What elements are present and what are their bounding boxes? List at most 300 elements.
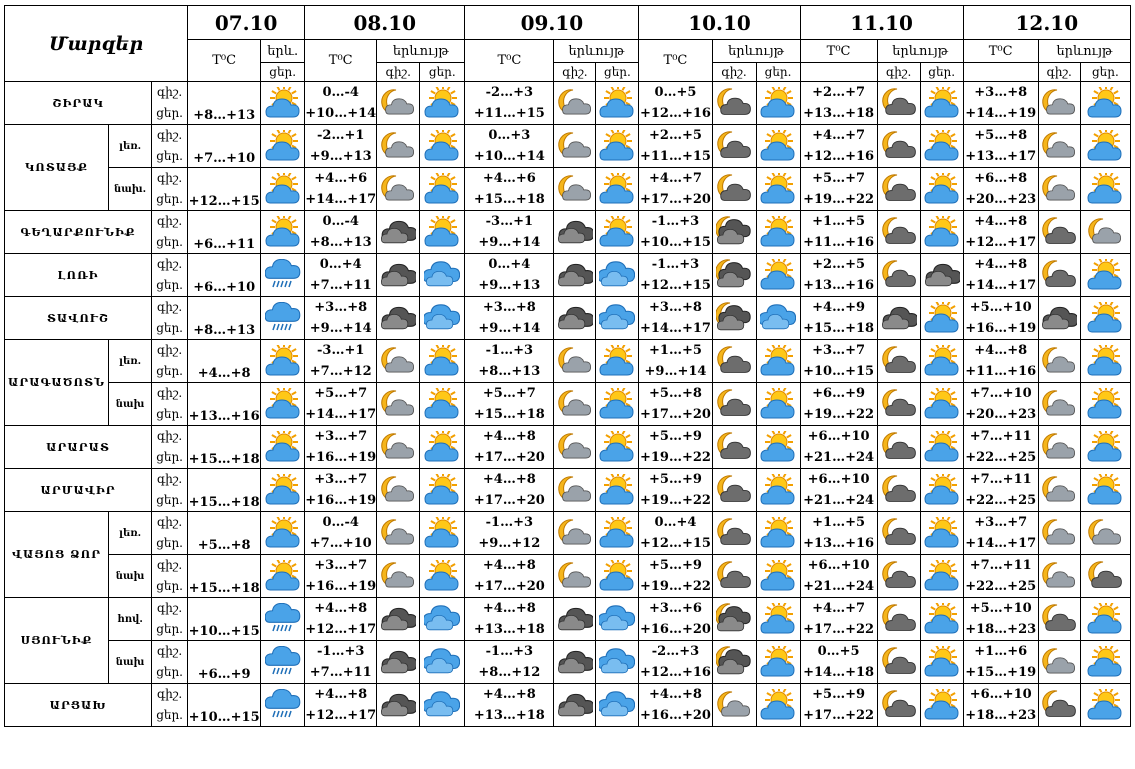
day-temp: +16…+19 — [305, 579, 377, 594]
temp-cell — [305, 383, 377, 426]
moon-dark-cloud-icon — [1038, 211, 1080, 254]
sun-behind-cloud-icon — [420, 555, 465, 598]
day-temp: +14…+17 — [305, 407, 377, 422]
day-temp: +15…+18 — [803, 321, 875, 336]
day-label: ցեր. — [156, 235, 183, 249]
sun-behind-cloud-icon — [920, 383, 963, 426]
moon-dark-cloud-icon — [1038, 254, 1080, 297]
cloud-icon — [596, 684, 639, 727]
day-temp: +19…+22 — [639, 579, 711, 594]
zone-label: հով. — [109, 598, 152, 641]
dark-cloud-icon — [554, 297, 596, 340]
temp-cell — [305, 340, 377, 383]
moon-dark-cloud-icon — [877, 82, 920, 125]
temp-cell — [800, 383, 877, 426]
table-row — [5, 426, 1131, 469]
temp-cell: +5…+8 — [188, 512, 261, 555]
day-temp: +8…+13 — [478, 364, 541, 379]
temp-cell — [800, 211, 877, 254]
dark-cloud-icon — [877, 297, 920, 340]
moon-cloud-icon — [554, 426, 596, 469]
night-temp: -2…+3 — [651, 644, 700, 659]
night-temp: +4…+8 — [482, 601, 536, 616]
sun-behind-cloud-icon — [756, 82, 800, 125]
night-label: գիշ. — [156, 300, 183, 314]
table-row — [5, 383, 1131, 426]
moon-cloud-icon — [377, 168, 420, 211]
day-temp: +17…+20 — [639, 192, 711, 207]
day-temp: +13…+16 — [803, 536, 875, 551]
phenomenon-header: երև. — [261, 40, 305, 63]
temp-cell — [963, 125, 1038, 168]
cloud-icon — [420, 684, 465, 727]
temp-cell — [963, 555, 1038, 598]
day-temp: +17…+22 — [803, 708, 875, 723]
night-label: գիշ. — [156, 472, 183, 486]
night-header: գիշ. — [377, 63, 420, 82]
day-temp: +9…+14 — [309, 321, 372, 336]
sun-behind-cloud-icon — [756, 211, 800, 254]
night-temp: +1…+6 — [974, 644, 1028, 659]
table-row — [5, 82, 1131, 125]
sun-behind-cloud-icon — [756, 426, 800, 469]
sun-behind-cloud-icon — [920, 297, 963, 340]
temp-cell — [465, 297, 554, 340]
night-label: գիշ. — [156, 601, 183, 615]
night-day-label — [152, 383, 188, 426]
day-label: ցեր. — [156, 149, 183, 163]
temp-header: T⁰C — [800, 40, 877, 63]
moon-cloud-icon — [554, 555, 596, 598]
night-temp: +7…+10 — [969, 386, 1032, 401]
cloud-icon — [420, 598, 465, 641]
day-temp: +7…+11 — [309, 278, 372, 293]
night-temp: -1…+3 — [651, 257, 700, 272]
sun-behind-cloud-icon — [1080, 469, 1130, 512]
night-temp: -1…+3 — [485, 644, 534, 659]
night-temp: +1…+5 — [649, 343, 702, 358]
night-temp: +2…+5 — [649, 128, 702, 143]
temp-cell — [639, 426, 712, 469]
temp-cell: +15…+18 — [188, 555, 261, 598]
temp-cell — [639, 469, 712, 512]
forecast-table — [4, 5, 1131, 727]
sun-behind-cloud-icon — [420, 340, 465, 383]
moon-cloud-icon — [1038, 512, 1080, 555]
temp-cell — [465, 512, 554, 555]
sun-behind-cloud-icon — [756, 469, 800, 512]
temp-cell: +4…+8 — [188, 340, 261, 383]
day-temp: +13…+18 — [803, 106, 875, 121]
moon-dark-cloud-icon — [712, 82, 756, 125]
zone-label: նախ — [109, 641, 152, 684]
date-header: 10.10 — [639, 6, 800, 40]
cloud-icon — [420, 254, 465, 297]
day-label: ցեր. — [156, 622, 183, 636]
sun-behind-cloud-icon — [920, 125, 963, 168]
temp-cell — [800, 684, 877, 727]
day-label: ցեր. — [156, 579, 183, 593]
night-temp: 0…+4 — [488, 257, 531, 272]
day-temp: +19…+22 — [639, 493, 711, 508]
temp-cell — [305, 555, 377, 598]
day-temp: +7…+10 — [309, 536, 372, 551]
moon-cloud-icon — [1038, 555, 1080, 598]
dark-cloud-icon — [554, 211, 596, 254]
night-temp: +3…+8 — [482, 300, 536, 315]
sun-behind-cloud-icon — [261, 340, 305, 383]
day-temp: +15…+18 — [473, 407, 545, 422]
day-temp: +11…+16 — [803, 235, 875, 250]
cloud-icon — [420, 641, 465, 684]
day-temp: +9…+14 — [644, 364, 707, 379]
day-temp: +22…+25 — [965, 579, 1037, 594]
moon-dark-cloud-icon — [712, 125, 756, 168]
temp-cell — [639, 254, 712, 297]
night-day-label — [152, 641, 188, 684]
night-temp: +3…+8 — [314, 300, 368, 315]
night-temp: +4…+8 — [482, 472, 536, 487]
night-temp: 0…+5 — [654, 85, 697, 100]
temp-cell — [305, 82, 377, 125]
night-temp: -1…+3 — [317, 644, 365, 659]
day-temp: +20…+23 — [965, 407, 1037, 422]
temp-cell — [800, 340, 877, 383]
night-label: գիշ. — [156, 171, 183, 185]
table-row — [5, 168, 1131, 211]
temp-cell — [639, 383, 712, 426]
dark-cloud-icon — [920, 254, 963, 297]
night-temp: +4…+7 — [812, 601, 866, 616]
day-temp: +18…+23 — [965, 622, 1037, 637]
rain-cloud-icon — [261, 684, 305, 727]
rain-cloud-icon — [261, 598, 305, 641]
night-temp: +6…+8 — [974, 171, 1028, 186]
temp-cell — [465, 383, 554, 426]
sun-behind-cloud-icon — [596, 168, 639, 211]
cloud-icon — [756, 297, 800, 340]
region-name: ԿՈՏԱՅՔ — [5, 125, 109, 211]
day-label: ցեր. — [156, 407, 183, 421]
day-temp: +11…+15 — [473, 106, 545, 121]
day-temp: +12…+17 — [305, 708, 377, 723]
sun-behind-cloud-icon — [920, 469, 963, 512]
day-temp: +9…+13 — [309, 149, 372, 164]
phenomenon-header: երևույթ — [554, 40, 639, 63]
table-body — [5, 82, 1131, 727]
sun-behind-cloud-icon — [920, 512, 963, 555]
temp-cell — [465, 168, 554, 211]
temp-cell — [465, 82, 554, 125]
moon-dark-cloud-icon — [877, 555, 920, 598]
temp-cell — [465, 684, 554, 727]
day-temp: +12…+16 — [803, 149, 875, 164]
day-label: ցեր. — [156, 364, 183, 378]
sun-behind-cloud-icon — [420, 426, 465, 469]
temp-cell — [963, 254, 1038, 297]
moon-cloud-icon — [377, 512, 420, 555]
night-label: գիշ. — [156, 85, 183, 99]
day-temp: +14…+17 — [639, 321, 711, 336]
night-temp: +7…+11 — [969, 472, 1032, 487]
day-header: ցեր. — [756, 63, 800, 82]
temp-header-empty — [800, 63, 877, 82]
sun-behind-cloud-icon — [261, 125, 305, 168]
night-temp: +6…+10 — [807, 429, 870, 444]
night-temp: +3…+8 — [974, 85, 1028, 100]
day-temp: +14…+17 — [965, 278, 1037, 293]
night-temp: +5…+7 — [314, 386, 368, 401]
sun-behind-cloud-icon — [420, 168, 465, 211]
sun-behind-cloud-icon — [596, 82, 639, 125]
temp-cell: +15…+18 — [188, 426, 261, 469]
night-label: գիշ. — [156, 429, 183, 443]
night-temp: +1…+5 — [812, 515, 866, 530]
sun-behind-cloud-icon — [596, 426, 639, 469]
region-name: ԱՐԱԳԱԾՈՏՆ — [5, 340, 109, 426]
sun-behind-cloud-icon — [920, 211, 963, 254]
night-temp: 0…+4 — [654, 515, 697, 530]
day-label: ցեր. — [156, 493, 183, 507]
sun-behind-cloud-icon — [1080, 383, 1130, 426]
sun-behind-cloud-icon — [920, 555, 963, 598]
zone-label: նախ — [109, 555, 152, 598]
temp-cell — [963, 82, 1038, 125]
moon-cloud-icon — [377, 383, 420, 426]
temp-cell: +13…+16 — [188, 383, 261, 426]
temp-cell: +7…+10 — [188, 125, 261, 168]
night-temp: +5…+10 — [969, 601, 1032, 616]
region-name: ԱՐԱՐԱՏ — [5, 426, 152, 469]
region-name: ԼՈՌԻ — [5, 254, 152, 297]
temp-cell — [465, 555, 554, 598]
sun-behind-cloud-icon — [1080, 598, 1130, 641]
temp-cell — [800, 598, 877, 641]
sun-behind-cloud-icon — [756, 684, 800, 727]
sun-behind-cloud-icon — [1080, 82, 1130, 125]
moon-dark-cloud-icon — [712, 340, 756, 383]
zone-label: նախ. — [109, 168, 152, 211]
table-row — [5, 469, 1131, 512]
day-temp: +10…+14 — [305, 106, 377, 121]
sun-behind-cloud-icon — [596, 469, 639, 512]
dark-cloud-icon — [554, 641, 596, 684]
sun-behind-cloud-icon — [261, 426, 305, 469]
moon-dark-cloud-icon — [712, 555, 756, 598]
day-temp: +19…+22 — [803, 407, 875, 422]
temp-cell — [963, 168, 1038, 211]
table-row — [5, 555, 1131, 598]
moon-cloud-icon — [1080, 512, 1130, 555]
date-header: 11.10 — [800, 6, 963, 40]
dark-cloud-icon — [554, 254, 596, 297]
night-temp: +4…+7 — [649, 171, 702, 186]
temp-cell — [639, 82, 712, 125]
dark-cloud-moon-icon — [712, 254, 756, 297]
moon-cloud-icon — [712, 684, 756, 727]
temp-cell — [963, 469, 1038, 512]
moon-dark-cloud-icon — [877, 254, 920, 297]
day-temp: +22…+25 — [965, 493, 1037, 508]
night-temp: +5…+9 — [649, 472, 702, 487]
temp-cell — [305, 168, 377, 211]
night-temp: -3…+1 — [317, 343, 365, 358]
moon-cloud-icon — [1038, 125, 1080, 168]
moon-dark-cloud-icon — [712, 168, 756, 211]
day-header: ցեր. — [1080, 63, 1130, 82]
night-temp: +7…+11 — [969, 429, 1032, 444]
temp-cell — [465, 598, 554, 641]
day-label: ցեր. — [156, 708, 183, 722]
temp-cell: +6…+11 — [188, 211, 261, 254]
temp-cell: +10…+15 — [188, 598, 261, 641]
night-header: գիշ. — [1038, 63, 1080, 82]
table-row — [5, 340, 1131, 383]
day-temp: +17…+20 — [639, 407, 711, 422]
dark-cloud-moon-icon — [712, 297, 756, 340]
night-day-label — [152, 512, 188, 555]
night-temp: 0…-4 — [322, 515, 359, 530]
rain-cloud-icon — [261, 641, 305, 684]
night-temp: +4…+8 — [314, 601, 368, 616]
day-temp: +20…+23 — [965, 192, 1037, 207]
dark-cloud-icon — [377, 211, 420, 254]
night-temp: +6…+10 — [807, 472, 870, 487]
phenomenon-header: երևույթ — [377, 40, 465, 63]
moon-dark-cloud-icon — [877, 641, 920, 684]
dark-cloud-icon — [377, 641, 420, 684]
night-label: գիշ. — [156, 214, 183, 228]
region-name: ԱՐՄԱՎԻՐ — [5, 469, 152, 512]
day-temp: +9…+14 — [478, 321, 541, 336]
dark-cloud-moon-icon — [712, 598, 756, 641]
day-temp: +11…+16 — [965, 364, 1037, 379]
night-temp: +2…+7 — [812, 85, 866, 100]
moon-dark-cloud-icon — [1038, 598, 1080, 641]
moon-dark-cloud-icon — [877, 684, 920, 727]
moon-dark-cloud-icon — [712, 383, 756, 426]
moon-cloud-icon — [554, 469, 596, 512]
day-temp: +14…+17 — [305, 192, 377, 207]
date-header: 09.10 — [465, 6, 639, 40]
temp-cell — [963, 641, 1038, 684]
temp-cell — [465, 426, 554, 469]
regions-header: Մարզեր — [5, 6, 188, 82]
temp-cell — [639, 168, 712, 211]
day-temp: +16…+20 — [639, 622, 711, 637]
sun-behind-cloud-icon — [1080, 297, 1130, 340]
temp-header: T⁰C — [305, 40, 377, 82]
night-label: գիշ. — [156, 644, 183, 658]
temp-cell — [465, 641, 554, 684]
day-temp: +17…+20 — [473, 579, 545, 594]
dark-cloud-moon-icon — [712, 211, 756, 254]
temp-cell: +8…+13 — [188, 297, 261, 340]
sun-behind-cloud-icon — [261, 211, 305, 254]
night-temp: 0…+4 — [319, 257, 362, 272]
sun-behind-cloud-icon — [261, 512, 305, 555]
night-label: գիշ. — [156, 558, 183, 572]
temp-cell — [305, 297, 377, 340]
day-temp: +13…+18 — [473, 622, 545, 637]
night-label: գիշ. — [156, 128, 183, 142]
night-day-label — [152, 254, 188, 297]
moon-dark-cloud-icon — [1080, 555, 1130, 598]
night-day-label — [152, 469, 188, 512]
temp-cell: +12…+15 — [188, 168, 261, 211]
sun-behind-cloud-icon — [420, 125, 465, 168]
night-temp: -2…+1 — [317, 128, 365, 143]
temp-cell — [800, 426, 877, 469]
dark-cloud-icon — [1038, 297, 1080, 340]
temp-header: T⁰C — [963, 40, 1038, 63]
dark-cloud-moon-icon — [712, 641, 756, 684]
night-temp: +7…+11 — [969, 558, 1032, 573]
zone-label: լեռ. — [109, 125, 152, 168]
moon-cloud-icon — [377, 82, 420, 125]
night-temp: 0…+5 — [817, 644, 860, 659]
date-header: 12.10 — [963, 6, 1130, 40]
night-temp: +4…+8 — [974, 214, 1028, 229]
day-temp: +16…+19 — [305, 450, 377, 465]
sun-behind-cloud-icon — [920, 82, 963, 125]
moon-dark-cloud-icon — [1038, 684, 1080, 727]
dark-cloud-icon — [377, 684, 420, 727]
night-day-label — [152, 598, 188, 641]
cloud-icon — [596, 641, 639, 684]
sun-behind-cloud-icon — [756, 254, 800, 297]
day-label: ցեր. — [156, 192, 183, 206]
sun-behind-cloud-icon — [920, 598, 963, 641]
cloud-icon — [420, 297, 465, 340]
day-temp: +16…+19 — [965, 321, 1037, 336]
temp-cell — [800, 254, 877, 297]
dark-cloud-icon — [377, 598, 420, 641]
day-temp: +17…+20 — [473, 450, 545, 465]
night-temp: +6…+10 — [807, 558, 870, 573]
sun-behind-cloud-icon — [920, 426, 963, 469]
sun-behind-cloud-icon — [756, 512, 800, 555]
day-temp: +21…+24 — [803, 579, 875, 594]
moon-dark-cloud-icon — [877, 598, 920, 641]
day-temp: +12…+17 — [305, 622, 377, 637]
sun-behind-cloud-icon — [596, 383, 639, 426]
temp-header: T⁰C — [639, 40, 712, 82]
day-temp: +22…+25 — [965, 450, 1037, 465]
night-temp: +5…+9 — [649, 558, 702, 573]
day-temp: +13…+17 — [965, 149, 1037, 164]
temp-cell — [639, 211, 712, 254]
region-name: ԱՐՑԱԽ — [5, 684, 152, 727]
night-label: գիշ. — [156, 515, 183, 529]
day-temp: +12…+15 — [639, 278, 711, 293]
temp-cell — [305, 684, 377, 727]
date-header: 07.10 — [188, 6, 305, 40]
sun-behind-cloud-icon — [596, 340, 639, 383]
sun-behind-cloud-icon — [596, 125, 639, 168]
day-label: ցեր. — [156, 278, 183, 292]
temp-cell — [305, 426, 377, 469]
moon-dark-cloud-icon — [712, 512, 756, 555]
night-label: գիշ. — [156, 343, 183, 357]
date-header: 08.10 — [305, 6, 465, 40]
temp-cell — [800, 168, 877, 211]
sun-behind-cloud-icon — [756, 383, 800, 426]
night-label: գիշ. — [156, 386, 183, 400]
sun-behind-cloud-icon — [420, 469, 465, 512]
night-temp: +6…+10 — [969, 687, 1032, 702]
day-header: ցեր. — [920, 63, 963, 82]
